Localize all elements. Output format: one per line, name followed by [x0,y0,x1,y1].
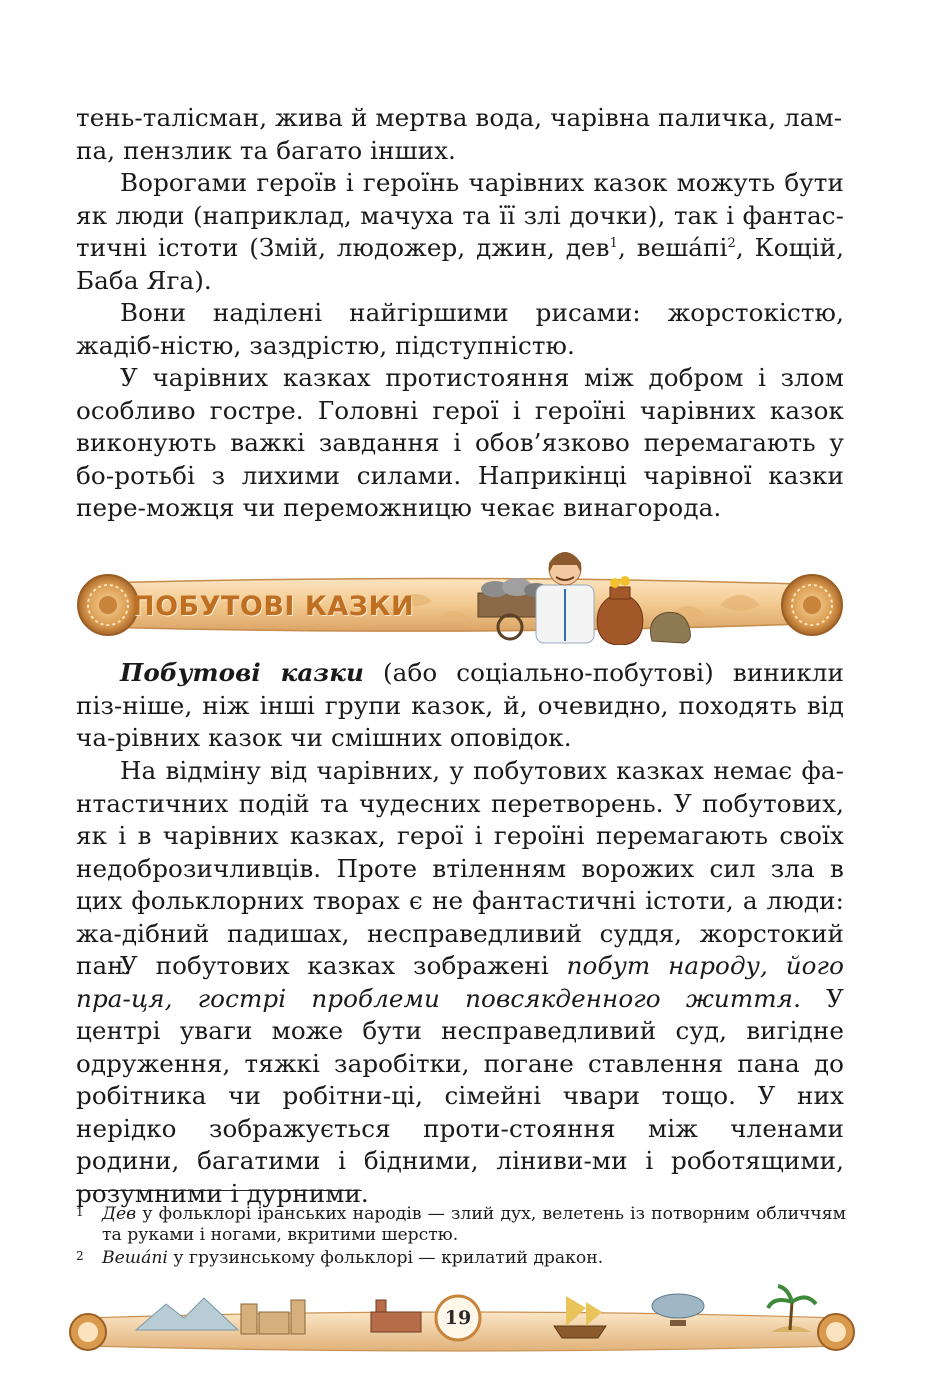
footnote-number: 1 [76,1205,84,1219]
paragraph-themes [76,950,844,1210]
footnote-2 [76,1248,846,1269]
text-line: тень-талісман, жива й мертва вода, чарівна паличка, лам- [76,103,843,132]
footnote-ref-1[interactable]: 1 [609,236,618,251]
paragraph-continuation [76,102,844,167]
footnote-number: 2 [76,1249,84,1263]
footnote-text: у грузинському фольклорі — крилатий дракон. [167,1248,604,1268]
term-highlight: Побутові казки [120,658,364,687]
paragraph-confrontation [76,362,844,525]
italic-emphasis: побут народу, його пра-ця, гострі проблеми повсякденного життя [76,951,844,1013]
footnote-divider [76,1190,362,1191]
peasant-illustration [536,552,594,643]
paragraph-everyday-tales [76,657,844,755]
paragraph-traits [76,297,844,362]
footnote-ref-2[interactable]: 2 [727,236,736,251]
paragraph-text: Ворогами героїв і героїнь чарівних казок можуть бути як люди (наприклад, мачуха та її злі дочки), так і фантас-тичні істоти (Змій, людожер, джин, дев$^1$, вешапі$^2$, Кощій, Баба Яга). [76,168,844,295]
footnote-term: Дев [102,1204,137,1224]
footnote-1 [76,1204,846,1246]
section-title: ПОБУТОВІ КАЗКИ [132,591,415,622]
text-line: па, пензлик та багато інших. [76,135,456,165]
paragraph-text: Вони наділені найгіршими рисами: жорстокістю, жадіб-ністю, заздрістю, підступністю. [76,298,844,360]
page-number: 19 [444,1307,472,1329]
paragraph-text: У побутових казках зображені побут народу, його пра-ця, гострі проблеми повсякденного життя. У центрі уваги може бути несправедливий суд, вигідне одруження, тяжкі заробітки, погане ставлення пана до робітника чи робітни-ці, сімейні чвари тощо. У них нерідко зображується проти-стояння між членами родини, багатими і бідними, ліниви-ми і роботящими, розумними і дурними. [76,951,844,1208]
footnote-term: Веша́пі [102,1248,168,1268]
paragraph-text: Побутові казки (або соціально-побутові) виникли піз-ніше, ніж інші групи казок, й, очевидно, походять від ча-рівних казок чи смішних оповідок. [76,658,845,752]
footnote-text: у фольклорі іранських народів — злий дух, велетень із потворним обличчям та руками і ногами, вкритими шерстю. [102,1204,846,1245]
paragraph-text: У чарівних казках протистояння між добром і злом особливо гостре. Головні герої і героїні чарівних казок виконують важкі завдання і обов’язково перемагають у бо-ротьбі з лихими силами. Наприкінці чарівної казки пере-можця чи переможницю чекає винагорода. [76,363,844,522]
paragraph-differences [76,755,844,983]
paragraph-enemies [76,167,844,297]
paragraph-text: На відміну від чарівних, у побутових казках немає фа-нтастичних подій та чудесних перетворень. У побутових, як і в чарівних казках, герої і героїні перемагають своїх недоброзичливців. Проте втіленням ворожих сил зла в цих фольклорних творах є не фантастичні істоти, а люди: жа-дібний падишах, несправедливий суддя, жорстокий пан. [76,756,844,980]
